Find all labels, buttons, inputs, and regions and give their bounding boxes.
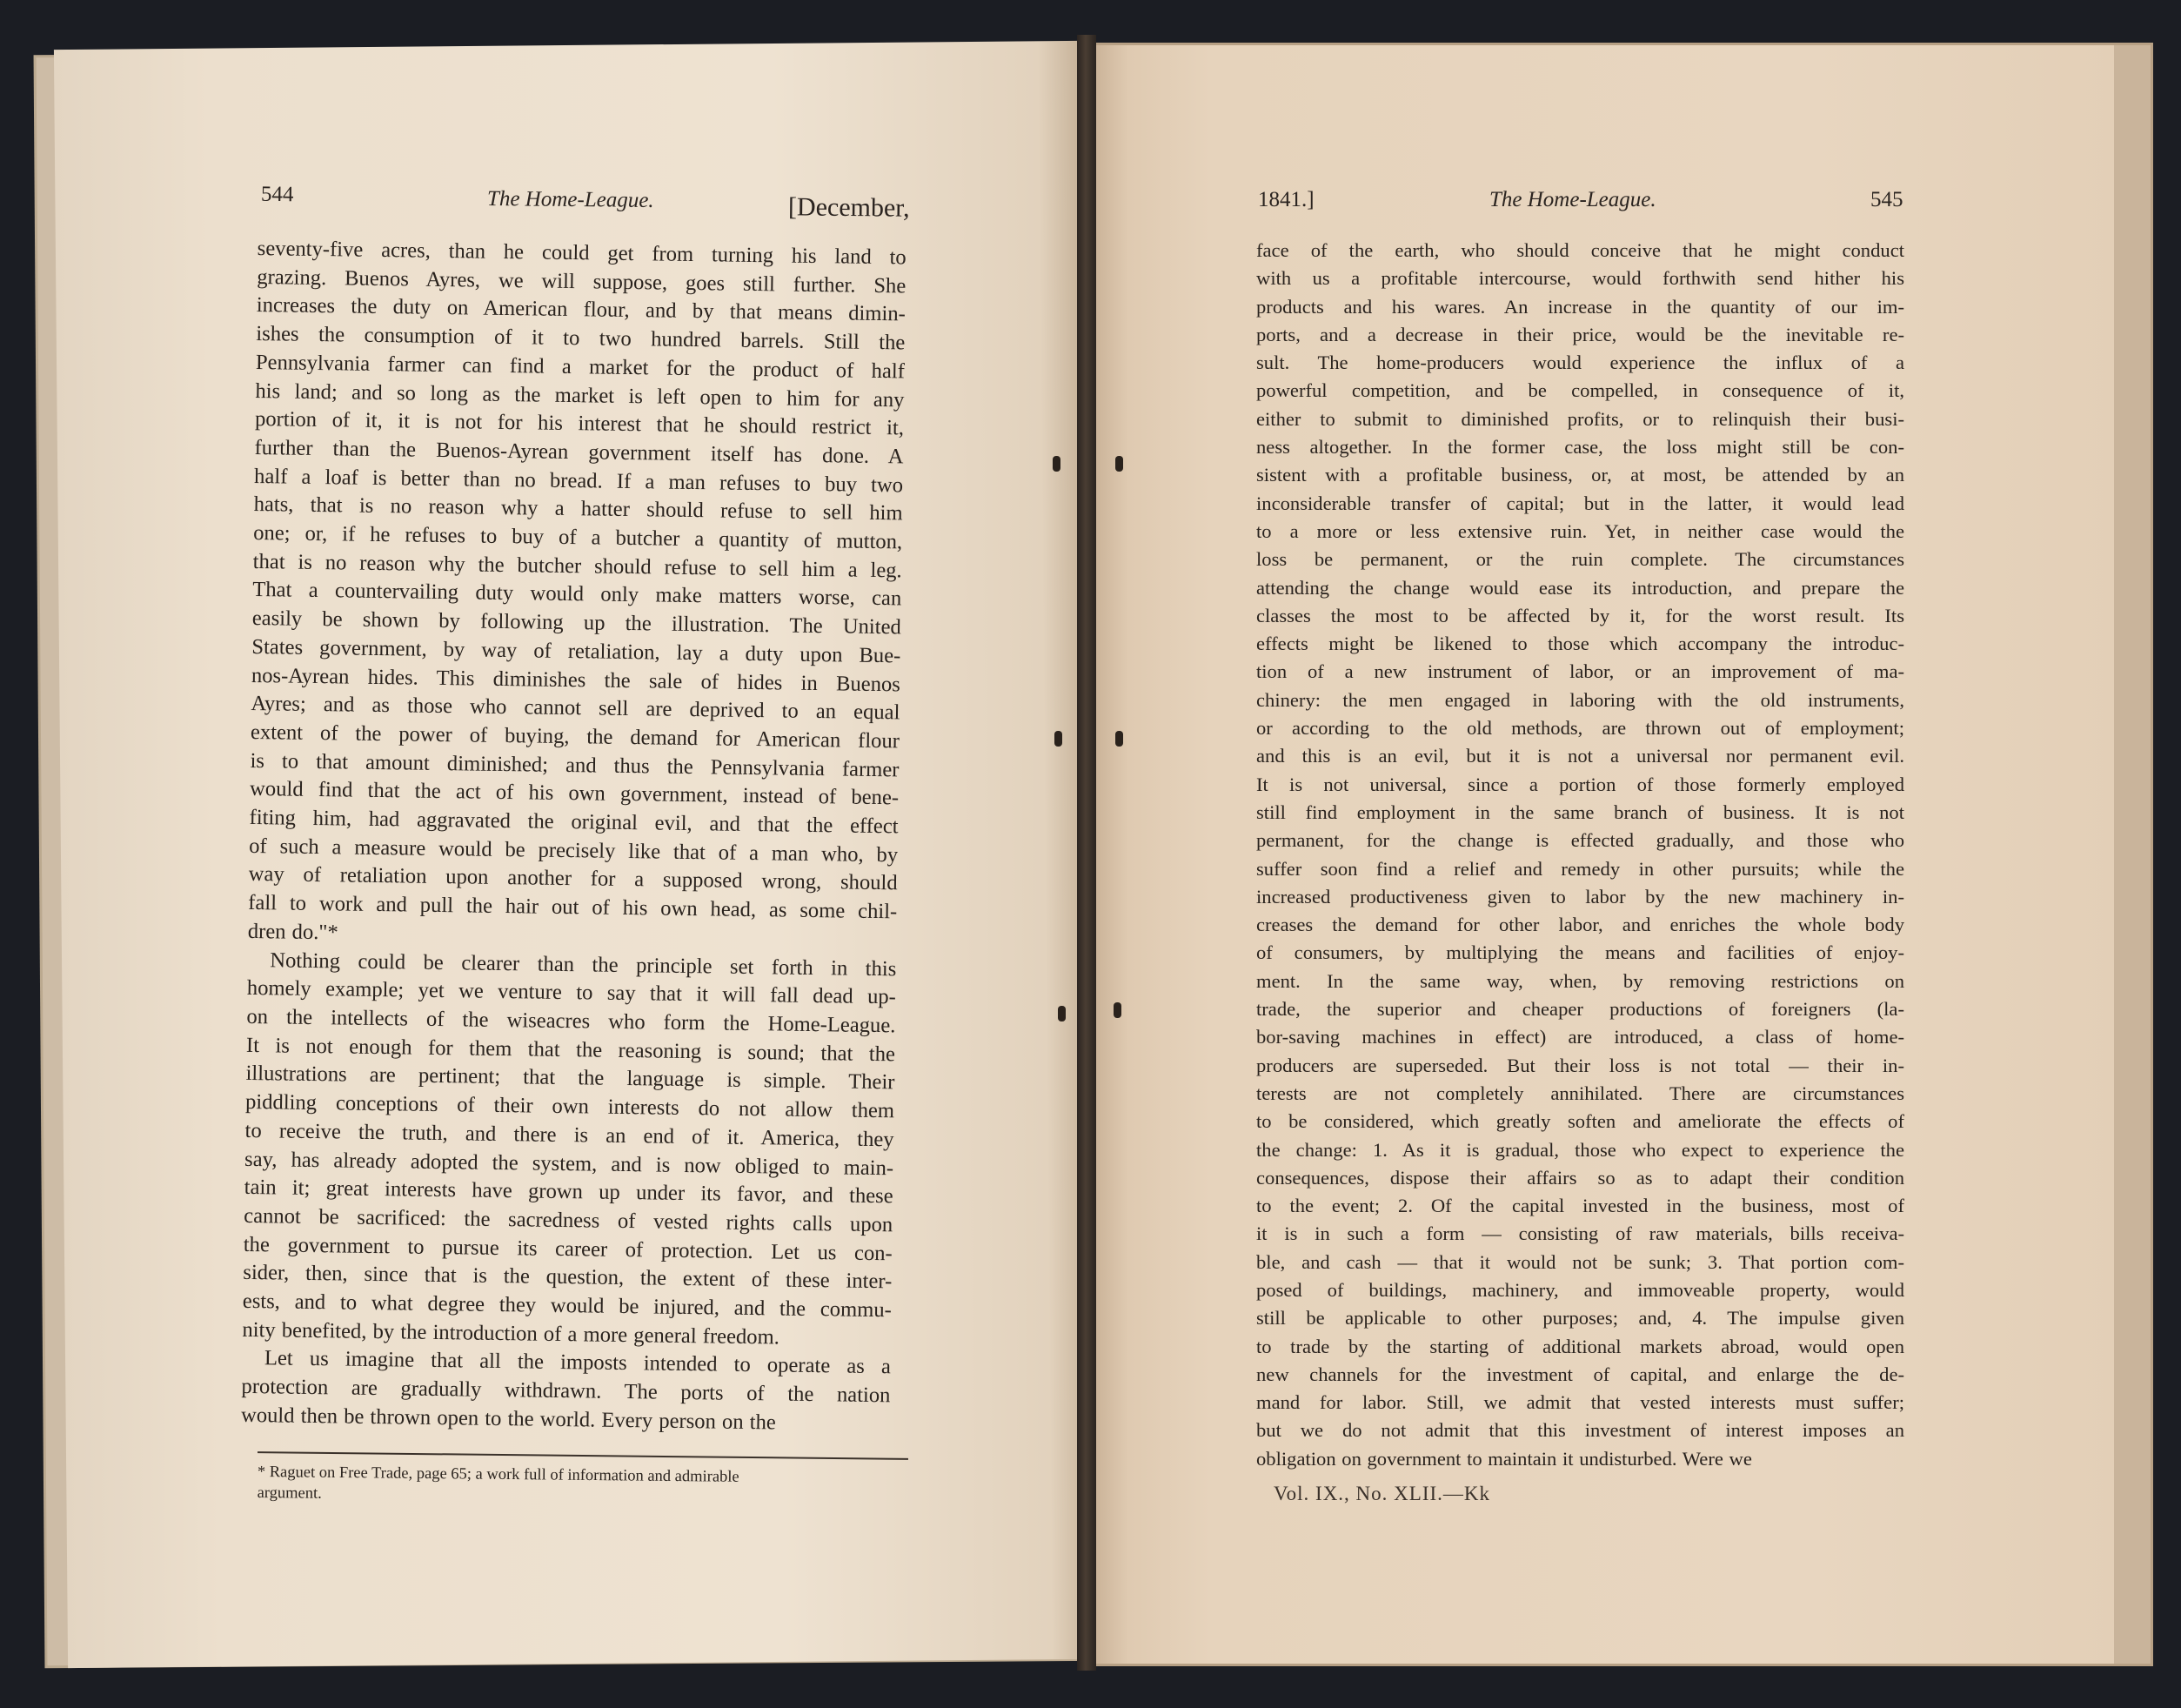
text-line: Ayres; and as those who cannot sell are deprived to an equal <box>251 692 900 725</box>
text-line: portion of it, it is not for his interest that he should restrict it, <box>254 407 905 440</box>
binding-hole <box>1114 1002 1121 1018</box>
text-line: It is not enough for them that the reasoning is sound; that the <box>245 1033 896 1067</box>
text-line: chinery: the men engaged in laboring with the old instruments, <box>1256 688 1904 711</box>
text-line: would then be thrown open to the world. Every person on the <box>240 1403 776 1435</box>
text-line: terests are not completely annihilated. There are circumstances <box>1256 1082 1904 1104</box>
text-line: effects might be likened to those which accompany the introduc- <box>1256 633 1904 655</box>
text-line: dren do."* <box>247 919 338 945</box>
text-line: grazing. Buenos Ayres, we will suppose, goes still further. She <box>257 265 907 298</box>
binding-hole <box>1058 1006 1066 1021</box>
footnote-line: * Raguet on Free Trade, page 65; a work full of information and admirable <box>257 1463 739 1486</box>
text-line: say, has already adopted the system, and is now obliged to main- <box>244 1147 894 1180</box>
text-line: homely example; yet we venture to say that it will fall dead up- <box>246 976 897 1009</box>
text-line: that is no reason why the butcher should refuse to sell him a leg. <box>252 549 902 583</box>
text-line: increases the duty on American flour, and by that means dimin- <box>256 293 906 326</box>
text-line: attending the change would ease its introduction, and prepare the <box>1256 576 1904 599</box>
text-line: protection are gradually withdrawn. The ports of the nation <box>241 1374 891 1408</box>
text-line: That a countervailing duty would only make matters worse, can <box>252 578 902 611</box>
text-line: powerful competition, and be compelled, in consequence of it, <box>1256 379 1904 402</box>
text-line: new channels for the investment of capital, and enlarge the de- <box>1256 1363 1904 1385</box>
text-line: bor-saving machines in effect) are introduced, a class of home- <box>1256 1026 1904 1048</box>
footnote-line: argument. <box>257 1484 322 1503</box>
left-header-date: [December, <box>787 192 910 223</box>
text-line: obligation on government to maintain it undisturbed. Were we <box>1256 1447 1752 1470</box>
text-line: to receive the truth, and there is an end of it. America, they <box>244 1118 894 1152</box>
text-line: the government to pursue its career of protection. Let us con- <box>243 1232 893 1265</box>
text-line: face of the earth, who should conceive that he might conduct <box>1256 239 1904 261</box>
text-line: of such a measure would be precisely like that of a man who, by <box>249 834 899 867</box>
text-line: seventy-five acres, than he could get from turning his land to <box>257 236 907 270</box>
text-line: States government, by way of retaliation, lay a duty upon Bue- <box>251 634 901 668</box>
text-line: his land; and so long as the market is left open to him for any <box>255 378 905 412</box>
text-line: and this is an evil, but it is not a universal nor permanent evil. <box>1256 745 1904 767</box>
text-line: it is in such a form — consisting of raw materials, bills receiva- <box>1256 1222 1904 1245</box>
text-line: sult. The home-producers would experience the influx of a <box>1256 352 1904 374</box>
text-line: producers are superseded. But their loss is not total — their in- <box>1256 1054 1904 1076</box>
text-line: tion of a new instrument of labor, or an improvement of ma- <box>1256 660 1904 683</box>
text-line: or according to the old methods, are thrown out of employment; <box>1256 717 1904 740</box>
text-line: the change: 1. As it is gradual, those who expect to experience the <box>1256 1138 1904 1161</box>
text-line: inconsiderable transfer of capital; but in the latter, it would lead <box>1256 492 1904 514</box>
text-line: permanent, for the change is effected gradually, and those who <box>1256 829 1904 852</box>
text-line: further than the Buenos-Ayrean government itself has done. A <box>254 435 904 469</box>
text-line: to a more or less extensive ruin. Yet, in neither case would the <box>1256 519 1904 542</box>
text-line: either to submit to diminished profits, or to relinquish their busi- <box>1256 407 1904 430</box>
text-line: one; or, if he refuses to buy of a butcher a quantity of mutton, <box>253 520 903 554</box>
text-line: creases the demand for other labor, and enriches the whole body <box>1256 914 1904 936</box>
text-line: nity benefited, by the introduction of a more general freedom. <box>242 1317 780 1350</box>
text-line: still be applicable to other purposes; and, 4. The impulse given <box>1256 1307 1904 1330</box>
text-line: to be considered, which greatly soften and ameliorate the effects of <box>1256 1110 1904 1133</box>
text-line: posed of buildings, machinery, and immoveable property, would <box>1256 1278 1904 1301</box>
text-line: ports, and a decrease in their price, would be the inevitable re- <box>1256 323 1904 345</box>
binding-hole <box>1115 731 1123 747</box>
left-footnote <box>257 1462 906 1510</box>
text-line: consequences, dispose their affairs so as to adapt their condition <box>1256 1166 1904 1189</box>
signature-mark: Vol. IX., No. XLII.—Kk <box>1274 1483 1491 1504</box>
left-page-number: 544 <box>260 182 294 207</box>
text-line: fiting him, had aggravated the original evil, and that the effect <box>249 805 899 839</box>
text-line: hats, that is no reason why a hatter should refuse to sell him <box>253 492 903 526</box>
text-line: sider, then, since that is the question, the extent of these inter- <box>243 1261 893 1294</box>
text-line: to the event; 2. Of the capital invested in the business, most of <box>1256 1195 1904 1217</box>
text-line: Let us imagine that all the imposts intended to operate as a <box>264 1346 892 1379</box>
text-line: piddling conceptions of their own interests do not allow them <box>244 1089 895 1123</box>
text-line: loss be permanent, or the ruin complete. The circumstances <box>1256 548 1904 571</box>
text-line: tain it; great interests have grown up under its favor, and these <box>244 1176 893 1209</box>
text-line: extent of the power of buying, the demand for American flour <box>250 720 900 754</box>
text-line: Nothing could be clearer than the principle set forth in this <box>270 948 897 981</box>
text-line: It is not universal, since a portion of those formerly employed <box>1256 773 1904 795</box>
right-page-number: 545 <box>1870 188 1903 211</box>
text-line: illustrations are pertinent; that the language is simple. Their <box>245 1062 895 1095</box>
text-line: ishes the consumption of it to two hundred barrels. Still the <box>256 322 906 355</box>
text-line: half a loaf is better than no bread. If a man refuses to buy two <box>253 464 904 498</box>
text-line: would find that the act of his own government, instead of bene- <box>249 777 900 810</box>
text-line: fall to work and pull the hair out of his own head, as some chil- <box>248 891 898 924</box>
text-line: easily be shown by following up the illustration. The United <box>251 606 901 640</box>
text-line: products and his wares. An increase in the quantity of our im- <box>1256 295 1904 318</box>
right-page-body <box>1256 237 1904 1473</box>
left-running-title: The Home-League. <box>486 186 654 213</box>
text-line: way of retaliation upon another for a supposed wrong, should <box>248 862 898 895</box>
text-line: cannot be sacrificed: the sacredness of vested rights calls upon <box>244 1203 893 1237</box>
right-header-year: 1841.] <box>1258 188 1315 211</box>
text-line: but we do not admit that this investment of interest imposes an <box>1256 1419 1904 1442</box>
text-line: ble, and cash — that it would not be sunk; 3. That portion com- <box>1256 1250 1904 1273</box>
text-line: of consumers, by multiplying the means and facilities of enjoy- <box>1256 941 1904 964</box>
book-gutter <box>1077 35 1096 1671</box>
binding-hole <box>1054 731 1062 747</box>
text-line: nos-Ayrean hides. This diminishes the sale of hides in Buenos <box>251 663 901 696</box>
right-running-title: The Home-League. <box>1489 188 1656 211</box>
text-line: ests, and to what degree they would be injured, and the commu- <box>242 1289 893 1323</box>
text-line: mand for labor. Still, we admit that vested interests must suffer; <box>1256 1391 1904 1414</box>
text-line: ment. In the same way, when, by removing restrictions on <box>1256 969 1904 992</box>
text-line: sistent with a profitable business, or, at most, be attended by an <box>1256 464 1904 486</box>
text-line: suffer soon find a relief and remedy in other pursuits; while the <box>1256 857 1904 880</box>
text-line: is to that amount diminished; and thus the Pennsylvania farmer <box>250 748 900 782</box>
text-line: Pennsylvania farmer can find a market for the product of half <box>255 350 906 384</box>
text-line: classes the most to be affected by it, for the worst result. Its <box>1256 604 1904 626</box>
text-line: ness altogether. In the former case, the loss might still be con- <box>1256 436 1904 459</box>
text-line: trade, the superior and cheaper productions of foreigners (la- <box>1256 998 1904 1021</box>
text-line: increased productiveness given to labor by the new machinery in- <box>1256 885 1904 908</box>
text-line: still find employment in the same branch of business. It is not <box>1256 800 1904 823</box>
left-page-body <box>241 235 907 1439</box>
binding-hole <box>1053 456 1060 472</box>
text-line: with us a profitable intercourse, would forthwith send hither his <box>1256 267 1904 290</box>
text-line: on the intellects of the wiseacres who form the Home-League. <box>246 1004 896 1038</box>
text-line: to trade by the starting of additional markets abroad, would open <box>1256 1335 1904 1357</box>
binding-hole <box>1115 456 1123 472</box>
